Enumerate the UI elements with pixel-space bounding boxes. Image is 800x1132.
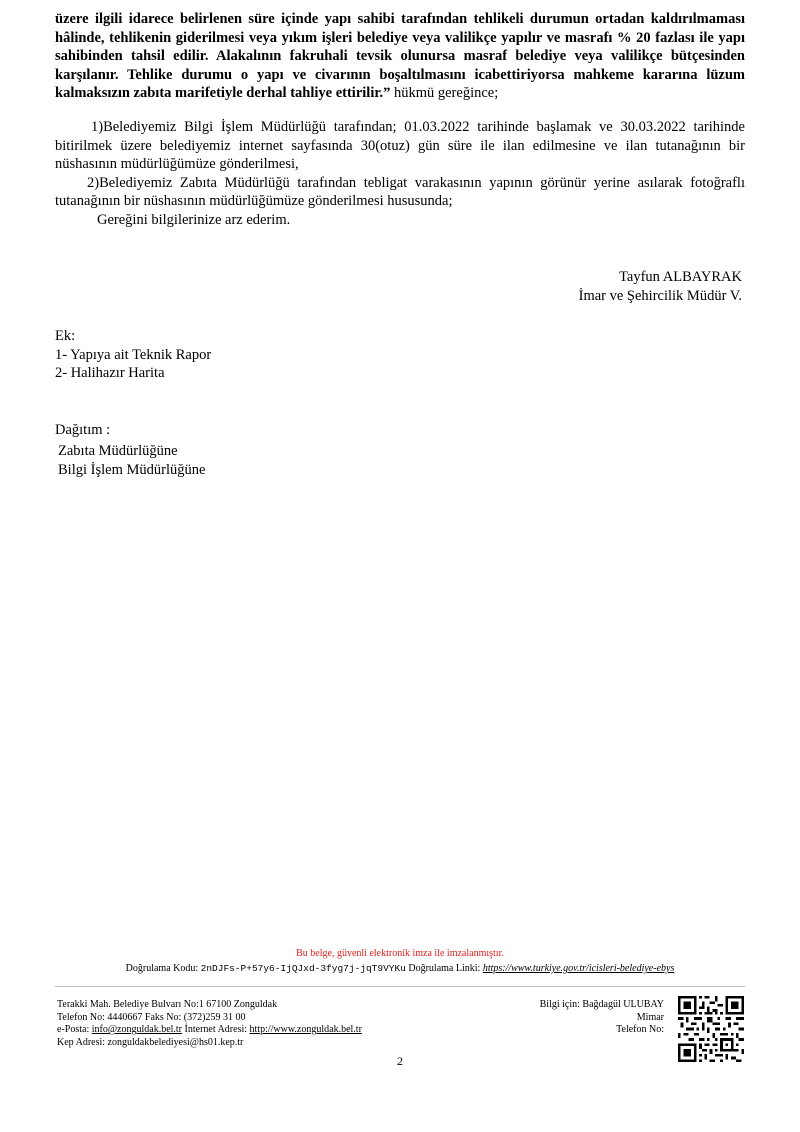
distribution-heading: Dağıtım : [55, 422, 111, 438]
legal-quote-paragraph [55, 10, 745, 103]
legal-quote-text: üzere ilgili idarece belirlenen süre içinde yapı sahibi tarafından tehlikeli durumun ortadan kaldırılmaması hâlinde, tehlikenin giderilmesi veya yıkım işleri belediye veya valilikçe yapılır ve masrafı % 20 fazlası ile yapı sahibinden tahsil edilir. Alakalının fakruhali tevsik olunursa masraf belediye veya valilikçe bütçesinden karşılanır. Tehlike durumu o yapı ve civarının boşaltılmasını icabettiriyorsa mahkeme kararına lüzum kalmaksızın zabıta marifetiyle derhal tahliye ettirilir.” [55, 11, 745, 102]
instruction-item-1: 1)Belediyemiz Bilgi İşlem Müdürlüğü tarafından; 01.03.2022 tarihinde başlamak ve 30.03.2022 tarihinde bitirilmek üzere belediyemiz internet sayfasında 30(otuz) gün süre ile ilan edilmesine ve ilan tutanağının bir nüshasının müdürlüğümüze gönderilmesi, [55, 119, 745, 173]
footer-email-link[interactable]: info@zonguldak.bel.tr [91, 1024, 183, 1036]
footer-divider [55, 986, 745, 987]
verification-link-label: Doğrulama Linki: [408, 963, 481, 974]
footer-email-web [57, 1024, 362, 1037]
signatory-name: Tayfun ALBAYRAK [619, 269, 742, 285]
verification-link[interactable]: https://www.turkiye.gov.tr/icisleri-belediye-ebys [482, 963, 675, 974]
footer-contact [57, 999, 362, 1049]
legal-quote-tail: hükmü gereğince; [390, 85, 499, 102]
attachment-item: 2- Halihazır Harita [55, 365, 165, 382]
verification-code: 2nDJFs-P+57y6-IjQJxd-3fyg7j-jqT9VYKu [200, 963, 406, 974]
footer-web-link[interactable]: http://www.zonguldak.bel.tr [249, 1024, 362, 1036]
qr-code-icon [678, 996, 744, 1062]
verification-code-label: Doğrulama Kodu: [125, 963, 199, 974]
info-contact-role: Mimar [636, 1011, 664, 1023]
attachments-heading: Ek: [55, 328, 76, 344]
page-number: 2 [397, 1054, 403, 1068]
attachment-item: 1- Yapıya ait Teknik Rapor [55, 346, 212, 363]
distribution-item: Zabıta Müdürlüğüne [58, 443, 178, 459]
footer-address: Terakki Mah. Belediye Bulvarı No:1 67100 Zonguldak [57, 999, 278, 1010]
esign-notice: Bu belge, güvenli elektronik imza ile imzalanmıştır. [296, 948, 504, 959]
closing-sentence: Gereğini bilgilerinize arz ederim. [97, 211, 291, 228]
footer-email-label: e-Posta: [57, 1024, 90, 1036]
info-contact-name: Bilgi için: Bağdagül ULUBAY [539, 999, 664, 1010]
signatory-title: İmar ve Şehircilik Müdür V. [578, 287, 742, 304]
footer-kep: Kep Adresi: zonguldakbelediyesi@hs01.kep.tr [57, 1036, 244, 1048]
instructions-section [55, 118, 745, 230]
signature-block [579, 268, 742, 305]
footer-info [540, 999, 664, 1037]
distribution-list [58, 442, 205, 479]
verification-line [0, 963, 800, 974]
instruction-item-2: 2)Belediyemiz Zabıta Müdürlüğü tarafından tebligat varakasının yapının görünür yerine asılarak fotoğraflı tutanağının bir nüshasının müdürlüğümüze gönderilmesi hususunda; [55, 174, 745, 210]
distribution-item: Bilgi İşlem Müdürlüğüne [58, 461, 206, 478]
attachments-section [55, 327, 211, 383]
footer-web-label: İnternet Adresi: [184, 1024, 248, 1036]
footer-phone: Telefon No: 4440667 Faks No: (372)259 31 00 [57, 1011, 246, 1023]
info-contact-phone: Telefon No: [616, 1024, 664, 1036]
